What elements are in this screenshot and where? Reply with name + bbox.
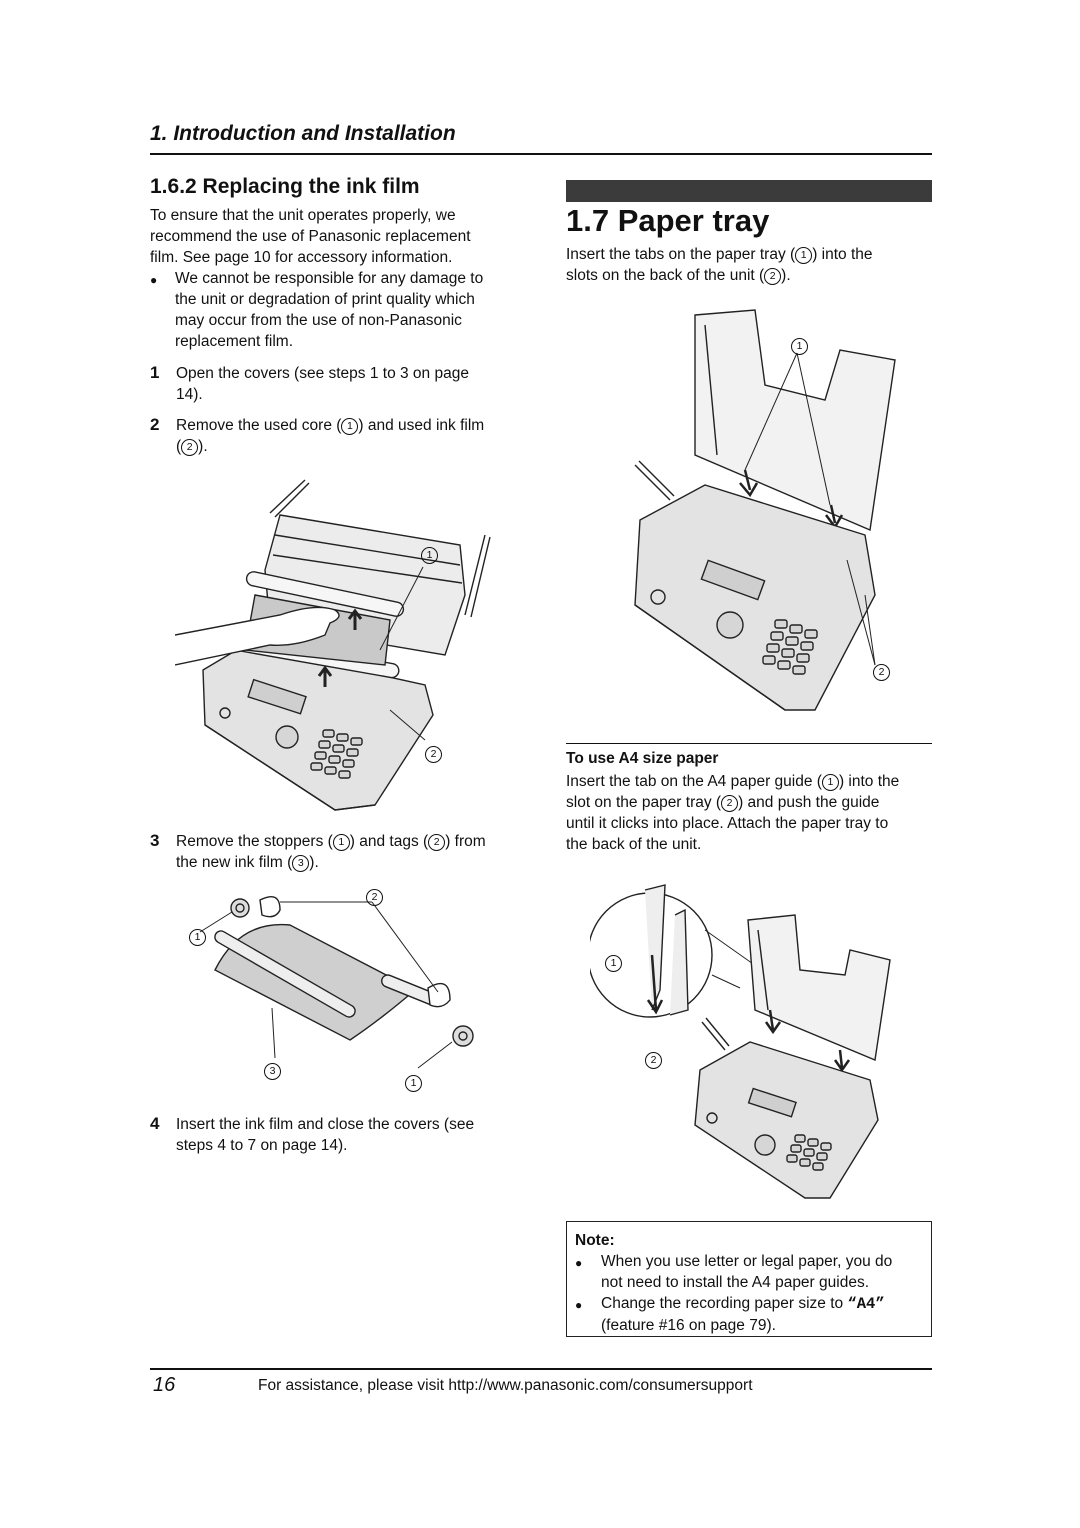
step-1: [150, 363, 520, 405]
callout-2: 2: [425, 746, 442, 763]
callout-2: 2: [428, 834, 445, 851]
text-line: (feature #16 on page 79).: [601, 1317, 776, 1334]
callout-2: 2: [181, 439, 198, 456]
step-4: [150, 1114, 520, 1156]
step-number: 1: [150, 363, 160, 382]
bullet-item: [150, 268, 520, 352]
page-number: 16: [153, 1374, 176, 1396]
text-line: Remove the stoppers ( 1 ) and tags ( 2 ) from: [176, 833, 486, 850]
text-line: Remove the used core ( 1 ) and used ink film: [176, 417, 485, 434]
bullet-dot: ●: [575, 1298, 583, 1312]
callout-1: 1: [822, 774, 839, 791]
footer-rule: [150, 1368, 932, 1370]
paper-tray-intro: [566, 244, 936, 286]
step-number: 2: [150, 415, 160, 434]
a4-rule: [566, 743, 932, 744]
step-2: [150, 415, 520, 457]
callout-1: 1: [605, 955, 622, 972]
text-line: ( 2 ).: [176, 438, 208, 455]
step-number: 3: [150, 831, 160, 850]
a4-code: “A4”: [847, 1295, 885, 1313]
text-line: Open the covers (see steps 1 to 3 on page: [176, 365, 469, 382]
step-3: [150, 831, 520, 873]
bullet-dot: ●: [150, 273, 158, 287]
text-line: not need to install the A4 paper guides.: [601, 1274, 870, 1291]
section-title: 1. Introduction and Installation: [150, 122, 456, 145]
text-line: the unit or degradation of print quality which: [175, 291, 475, 308]
text-line: recommend the use of Panasonic replacement: [150, 228, 471, 245]
ink-film-removal-illustration: [175, 475, 515, 825]
text-line: until it clicks into place. Attach the paper tray to: [566, 815, 889, 832]
a4-guide-illustration: [590, 880, 900, 1200]
paper-tray-title: 1.7 Paper tray: [566, 203, 770, 238]
text-line: To ensure that the unit operates properly, we: [150, 207, 456, 224]
text-line: steps 4 to 7 on page 14).: [176, 1137, 348, 1154]
callout-1: 1: [189, 929, 206, 946]
text-line: film. See page 10 for accessory information.: [150, 249, 453, 266]
new-ink-film-illustration: [180, 880, 500, 1090]
title-bar: [566, 180, 932, 202]
step-number: 4: [150, 1114, 160, 1133]
footer-support-text: For assistance, please visit http://www.panasonic.com/consumersupport: [258, 1377, 753, 1394]
callout-1: 1: [341, 418, 358, 435]
header-rule: [150, 153, 932, 155]
callout-1: 1: [791, 338, 808, 355]
callout-1: 1: [421, 547, 438, 564]
callout-2: 2: [721, 795, 738, 812]
callout-2: 2: [873, 664, 890, 681]
callout-1: 1: [333, 834, 350, 851]
callout-1: 1: [405, 1075, 422, 1092]
text-line: Change the recording paper size to “A4”: [601, 1295, 885, 1313]
text-line: replacement film.: [175, 333, 294, 350]
text-line: the back of the unit.: [566, 836, 702, 853]
ink-film-heading: 1.6.2 Replacing the ink film: [150, 175, 420, 198]
text-line: the new ink film ( 3 ).: [176, 854, 319, 871]
a4-heading: To use A4 size paper: [566, 750, 719, 767]
text-line: Insert the ink film and close the covers (see: [176, 1116, 475, 1133]
callout-1: 1: [795, 247, 812, 264]
note-label: Note:: [575, 1232, 615, 1249]
text-line: slots on the back of the unit ( 2 ).: [566, 267, 791, 284]
note-box: [566, 1221, 932, 1337]
callout-3: 3: [264, 1063, 281, 1080]
text-line: may occur from the use of non-Panasonic: [175, 312, 462, 329]
callout-2: 2: [764, 268, 781, 285]
paper-tray-illustration: [625, 305, 915, 715]
ink-film-intro: [150, 205, 471, 268]
callout-3: 3: [292, 855, 309, 872]
note-bullet-1: [575, 1251, 925, 1293]
text-line: When you use letter or legal paper, you do: [601, 1253, 893, 1270]
text-line: slot on the paper tray ( 2 ) and push the guide: [566, 794, 880, 811]
text-line: We cannot be responsible for any damage to: [175, 270, 484, 287]
note-bullet-2: [575, 1293, 925, 1336]
a4-instructions: [566, 771, 936, 855]
bullet-dot: ●: [575, 1256, 583, 1270]
text-line: Insert the tabs on the paper tray ( 1 ) into the: [566, 246, 873, 263]
callout-2: 2: [366, 889, 383, 906]
text-line: 14).: [176, 386, 203, 403]
callout-2: 2: [645, 1052, 662, 1069]
text-line: Insert the tab on the A4 paper guide ( 1 ) into the: [566, 773, 900, 790]
